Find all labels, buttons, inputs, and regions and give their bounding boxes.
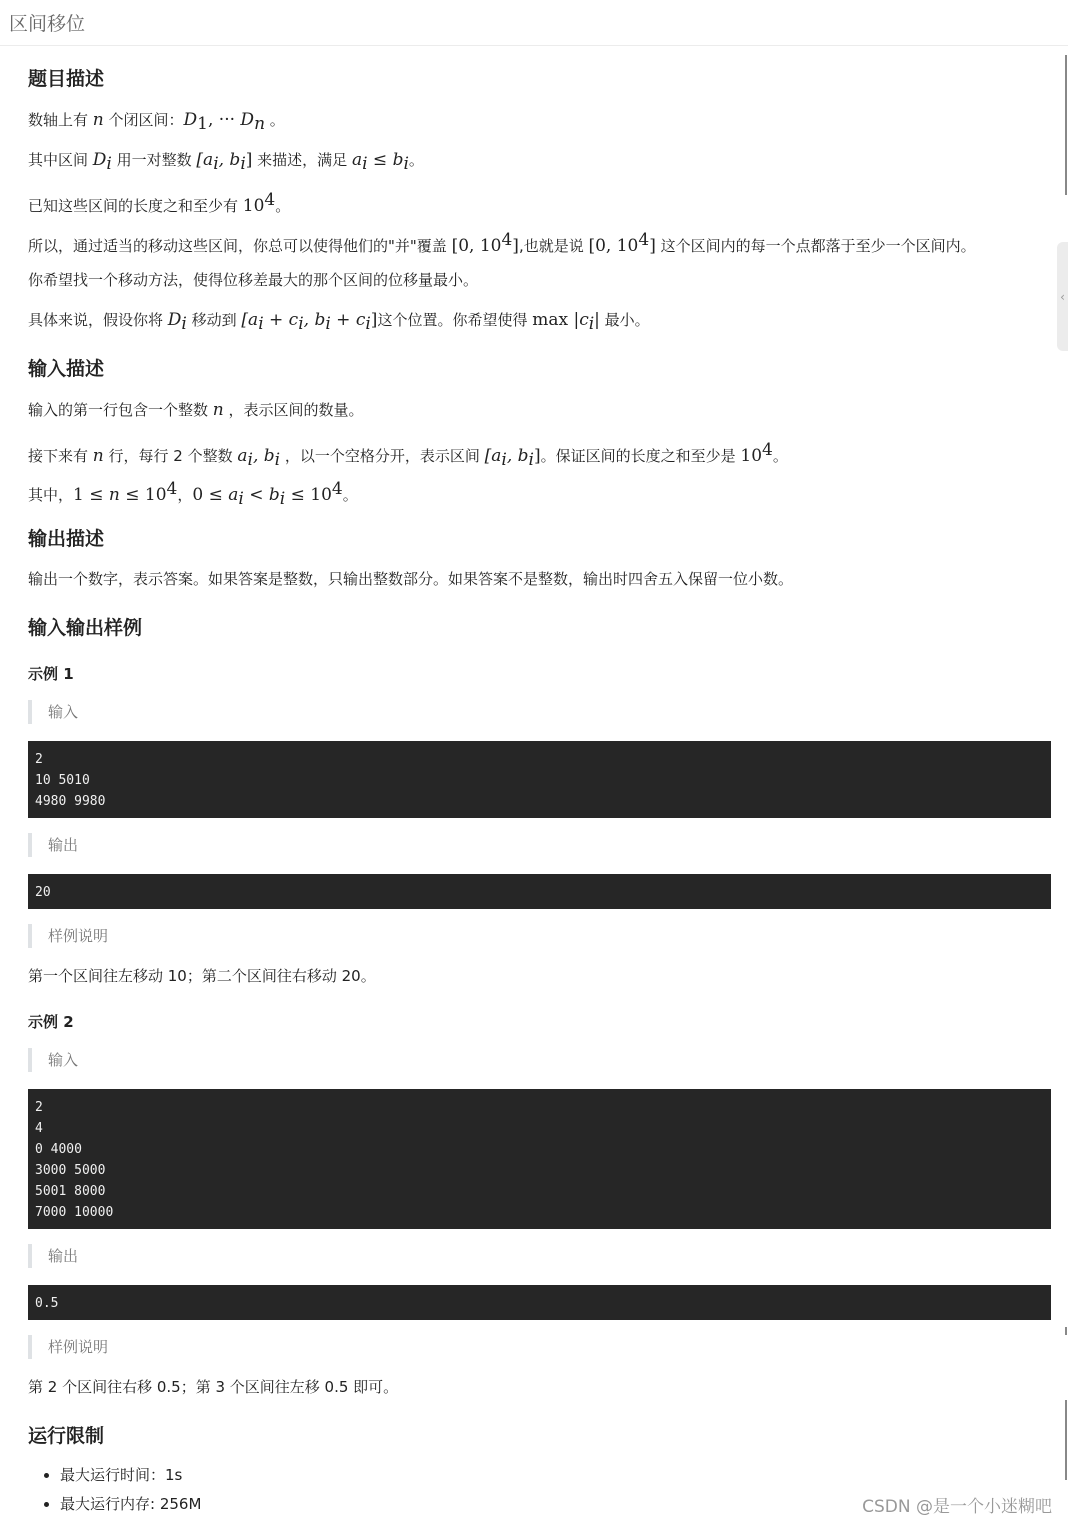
scrollbar-segment: [1065, 55, 1067, 195]
sample-output-code: 20: [28, 874, 1051, 909]
chevron-left-icon: ‹: [1060, 289, 1065, 304]
desc-line-1: 数轴上有 n 个闭区间：$D_1$, ··· $D_n$ 。: [28, 110, 285, 134]
limit-item-memory: • 最大运行内存: 256M: [60, 1490, 201, 1519]
section-title-samples: 输入输出样例: [28, 617, 143, 639]
sample-input-label: 输入: [28, 1048, 78, 1072]
page-title: 区间移位: [0, 0, 1068, 46]
sample-explain-text: 第一个区间往左移动 10；第二个区间往右移动 20。: [28, 967, 376, 985]
sample-title: 示例 2: [28, 1013, 74, 1031]
section-title-description: 题目描述: [28, 68, 105, 90]
sample-input-label: 输入: [28, 700, 78, 724]
sample-title: 示例 1: [28, 665, 74, 683]
sample-explain-label: 样例说明: [28, 1335, 108, 1359]
desc-line-3: 已知这些区间的长度之和至少有 $10^4$。: [28, 190, 291, 216]
sample-explain-text: 第 2 个区间往右移 0.5；第 3 个区间往左移 0.5 即可。: [28, 1378, 399, 1396]
input-line-1: 输入的第一行包含一个整数 n ，表示区间的数量。: [28, 400, 364, 420]
scrollbar-segment: [1065, 1327, 1067, 1335]
section-title-output: 输出描述: [28, 528, 105, 550]
watermark: CSDN @是一个小迷糊吧: [862, 1497, 1052, 1517]
section-title-input: 输入描述: [28, 358, 105, 380]
input-line-2: 接下来有 n 行，每行 2 个整数 $a_i$, $b_i$ ，以一个空格分开，表示区间 [$a_i$, $b_i$]。保证区间的长度之和至少是 $10^4$。: [28, 440, 788, 470]
sample-output-label: 输出: [28, 833, 78, 857]
sample-output-label: 输出: [28, 1244, 78, 1268]
side-panel-toggle[interactable]: [1057, 242, 1068, 351]
sample-explain-label: 样例说明: [28, 924, 108, 948]
sample-input-code: 2 4 0 4000 3000 5000 5001 8000 7000 10000: [28, 1089, 1051, 1229]
limit-item-time: • 最大运行时间：1s: [60, 1461, 201, 1490]
desc-line-4: 所以，通过适当的移动这些区间，你总可以使得他们的"并"覆盖 [0, $10^4$],也就是说 [0, $10^4$] 这个区间内的每一个点都落于至少一个区间内。: [28, 230, 976, 256]
input-line-3: 其中，$1 \le n \le 10^4$，$0 \le a_i < b_i \le 10^4$。: [28, 479, 358, 509]
desc-line-5: 你希望找一个移动方法，使得位移差最大的那个区间的位移量最小。: [28, 271, 479, 289]
sample-input-code: 2 10 5010 4980 9980: [28, 741, 1051, 818]
scrollbar-segment: [1065, 1400, 1067, 1480]
output-description: 输出一个数字，表示答案。如果答案是整数，只输出整数部分。如果答案不是整数，输出时四舍五入保留一位小数。: [28, 570, 794, 588]
sample-output-code: 0.5: [28, 1285, 1051, 1320]
limits-list: [28, 1461, 201, 1519]
desc-line-6: 具体来说，假设你将 $D_i$ 移动到 [$a_i + c_i$, $b_i + c_i$]这个位置。你希望使得 $\max |c_i|$ 最小。: [28, 310, 650, 334]
desc-line-2: 其中区间 $D_i$ 用一对整数 [$a_i$, $b_i$] 来描述，满足 $a_i \le b_i$。: [28, 150, 424, 174]
section-title-limits: 运行限制: [28, 1425, 105, 1447]
